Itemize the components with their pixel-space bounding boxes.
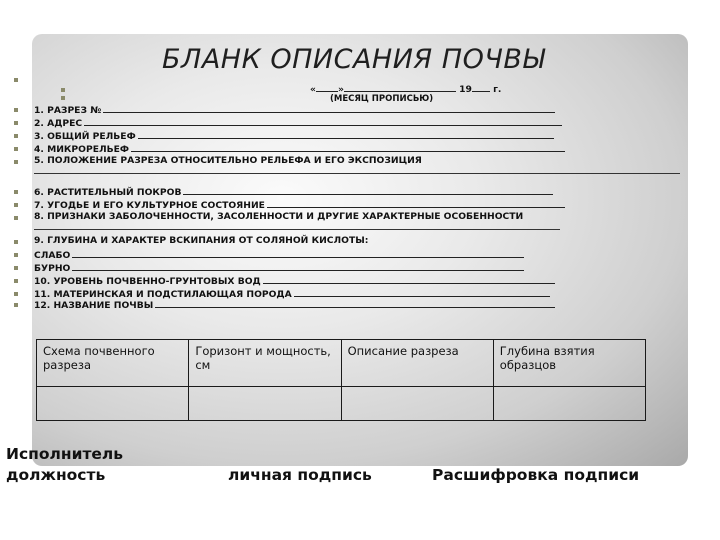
field-label: 8. ПРИЗНАКИ ЗАБОЛОЧЕННОСТИ, ЗАСОЛЕННОСТИ И ДРУГИЕ ХАРАКТЕРНЫЕ ОСОБЕННОСТИ xyxy=(34,211,524,222)
signature-label: личная подпись xyxy=(228,466,372,484)
field-blank[interactable] xyxy=(138,129,554,139)
table-cell[interactable] xyxy=(341,387,493,421)
table-cell[interactable] xyxy=(37,387,189,421)
bullet xyxy=(14,253,18,257)
field-label: БУРНО xyxy=(34,263,71,274)
field-row xyxy=(34,103,555,116)
table-cell[interactable] xyxy=(189,387,341,421)
bullet xyxy=(61,88,65,92)
bullet xyxy=(14,108,18,112)
day-blank[interactable] xyxy=(316,82,338,92)
field-blank[interactable] xyxy=(72,261,524,271)
field-row xyxy=(34,116,562,129)
field-label: 11. МАТЕРИНСКАЯ И ПОДСТИЛАЮЩАЯ ПОРОДА xyxy=(34,289,292,300)
year-suffix: г. xyxy=(493,84,502,95)
date-close-quote: » xyxy=(337,84,344,95)
field-label: 2. АДРЕС xyxy=(34,118,83,129)
form-title: БЛАНК ОПИСАНИЯ ПОЧВЫ xyxy=(162,44,545,75)
field-label: 1. РАЗРЕЗ № xyxy=(34,105,102,116)
bullet xyxy=(14,203,18,207)
field-row xyxy=(34,211,523,222)
month-note: (МЕСЯЦ ПРОПИСЬЮ) xyxy=(330,94,434,104)
field-row xyxy=(34,261,524,274)
field-blank[interactable] xyxy=(155,298,555,308)
field-blank[interactable] xyxy=(72,248,524,258)
year-prefix: 19 xyxy=(459,84,472,95)
field-blank[interactable] xyxy=(84,116,562,126)
field-row xyxy=(34,129,554,142)
bullet xyxy=(14,134,18,138)
profile-table xyxy=(36,339,646,421)
table-header-cell: Описание разреза xyxy=(341,340,493,387)
executor-label: Исполнитель xyxy=(6,445,124,463)
decoding-label: Расшифровка подписи xyxy=(432,466,640,484)
field-row xyxy=(34,155,422,166)
bullet xyxy=(14,292,18,296)
field-blank[interactable] xyxy=(103,103,555,113)
bullet xyxy=(14,78,18,82)
field-label: 6. РАСТИТЕЛЬНЫЙ ПОКРОВ xyxy=(34,187,182,198)
table-header-cell: Глубина взятия образцов xyxy=(493,340,645,387)
field-blank[interactable] xyxy=(267,198,565,208)
table-row xyxy=(37,387,646,421)
field-row xyxy=(34,142,565,155)
bullet xyxy=(14,190,18,194)
field-blank-line[interactable] xyxy=(34,229,560,230)
field-label: 5. ПОЛОЖЕНИЕ РАЗРЕЗА ОТНОСИТЕЛЬНО РЕЛЬЕФА И ЕГО ЭКСПОЗИЦИЯ xyxy=(34,155,422,166)
bullet xyxy=(14,160,18,164)
field-label: 7. УГОДЬЕ И ЕГО КУЛЬТУРНОЕ СОСТОЯНИЕ xyxy=(34,200,265,211)
field-label: 9. ГЛУБИНА И ХАРАКТЕР ВСКИПАНИЯ ОТ СОЛЯНОЙ КИСЛОТЫ: xyxy=(34,235,369,246)
field-blank-line[interactable] xyxy=(34,173,680,174)
field-blank[interactable] xyxy=(131,142,565,152)
bullet xyxy=(14,147,18,151)
table-header-cell: Схема почвенного разреза xyxy=(37,340,189,387)
field-row xyxy=(34,185,553,198)
table-header-cell: Горизонт и мощность, см xyxy=(189,340,341,387)
year-blank[interactable] xyxy=(472,82,490,92)
field-row xyxy=(34,274,555,287)
field-label: 12. НАЗВАНИЕ ПОЧВЫ xyxy=(34,300,154,311)
field-row xyxy=(34,248,524,261)
bullet xyxy=(14,121,18,125)
field-blank[interactable] xyxy=(294,287,550,297)
field-label: 10. УРОВЕНЬ ПОЧВЕННО-ГРУНТОВЫХ ВОД xyxy=(34,276,261,287)
bullet xyxy=(14,216,18,220)
field-label: 3. ОБЩИЙ РЕЛЬЕФ xyxy=(34,131,136,142)
field-label: 4. МИКРОРЕЛЬЕФ xyxy=(34,144,129,155)
bullet xyxy=(61,96,65,100)
date-open-quote: « xyxy=(310,84,316,95)
field-label: СЛАБО xyxy=(34,250,71,261)
bullet xyxy=(14,266,18,270)
bullet xyxy=(14,303,18,307)
bullet xyxy=(14,240,18,244)
bullet xyxy=(14,279,18,283)
field-row xyxy=(34,198,565,211)
table-header-row xyxy=(37,340,646,387)
position-label: должность xyxy=(6,466,106,484)
field-row xyxy=(34,298,555,311)
field-blank[interactable] xyxy=(183,185,553,195)
month-blank[interactable] xyxy=(344,82,456,92)
field-blank[interactable] xyxy=(263,274,555,284)
table-cell[interactable] xyxy=(493,387,645,421)
field-row xyxy=(34,235,368,246)
